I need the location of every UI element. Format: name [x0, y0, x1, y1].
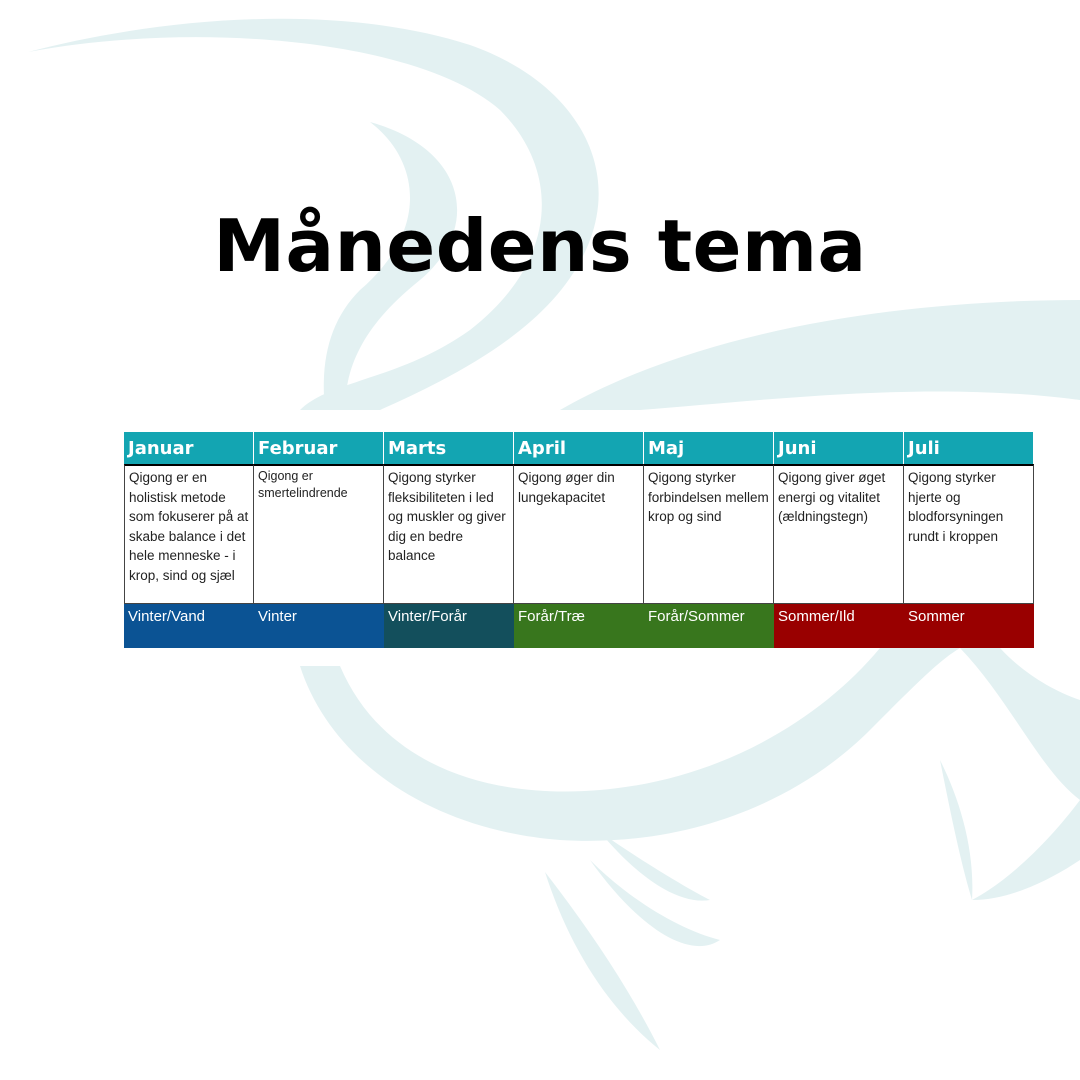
month-header: Marts [384, 432, 514, 464]
description-cell: Qigong styrker hjerte og blodforsyningen rundt i kroppen [904, 464, 1034, 604]
month-header-row [124, 432, 972, 464]
description-cell: Qigong giver øget energi og vitalitet (ældningstegn) [774, 464, 904, 604]
theme-table [124, 412, 1004, 648]
month-header: Januar [124, 432, 254, 464]
month-header: Juli [904, 432, 1034, 464]
season-cell: Vinter/Vand [124, 604, 254, 648]
season-cell: Sommer/Ild [774, 604, 904, 648]
description-row [124, 464, 1004, 604]
season-cell: Forår/Træ [514, 604, 644, 648]
description-cell: Qigong styrker forbindelsen mellem krop og sind [644, 464, 774, 604]
month-header: April [514, 432, 644, 464]
month-header: Maj [644, 432, 774, 464]
season-cell: Vinter/Forår [384, 604, 514, 648]
page-title: Månedens tema [213, 204, 867, 288]
month-header: Februar [254, 432, 384, 464]
description-cell: Qigong øger din lungekapacitet [514, 464, 644, 604]
description-cell: Qigong er smertelindrende [254, 464, 384, 604]
month-header: Juni [774, 432, 904, 464]
sheet-top-margin [124, 412, 972, 432]
season-cell: Vinter [254, 604, 384, 648]
season-cell: Sommer [904, 604, 1034, 648]
description-cell: Qigong styrker fleksibiliteten i led og muskler og giver dig en bedre balance [384, 464, 514, 604]
season-cell: Forår/Sommer [644, 604, 774, 648]
description-cell: Qigong er en holistisk metode som fokuserer på at skabe balance i det hele menneske - i krop, sind og sjæl [124, 464, 254, 604]
season-row [124, 604, 972, 648]
